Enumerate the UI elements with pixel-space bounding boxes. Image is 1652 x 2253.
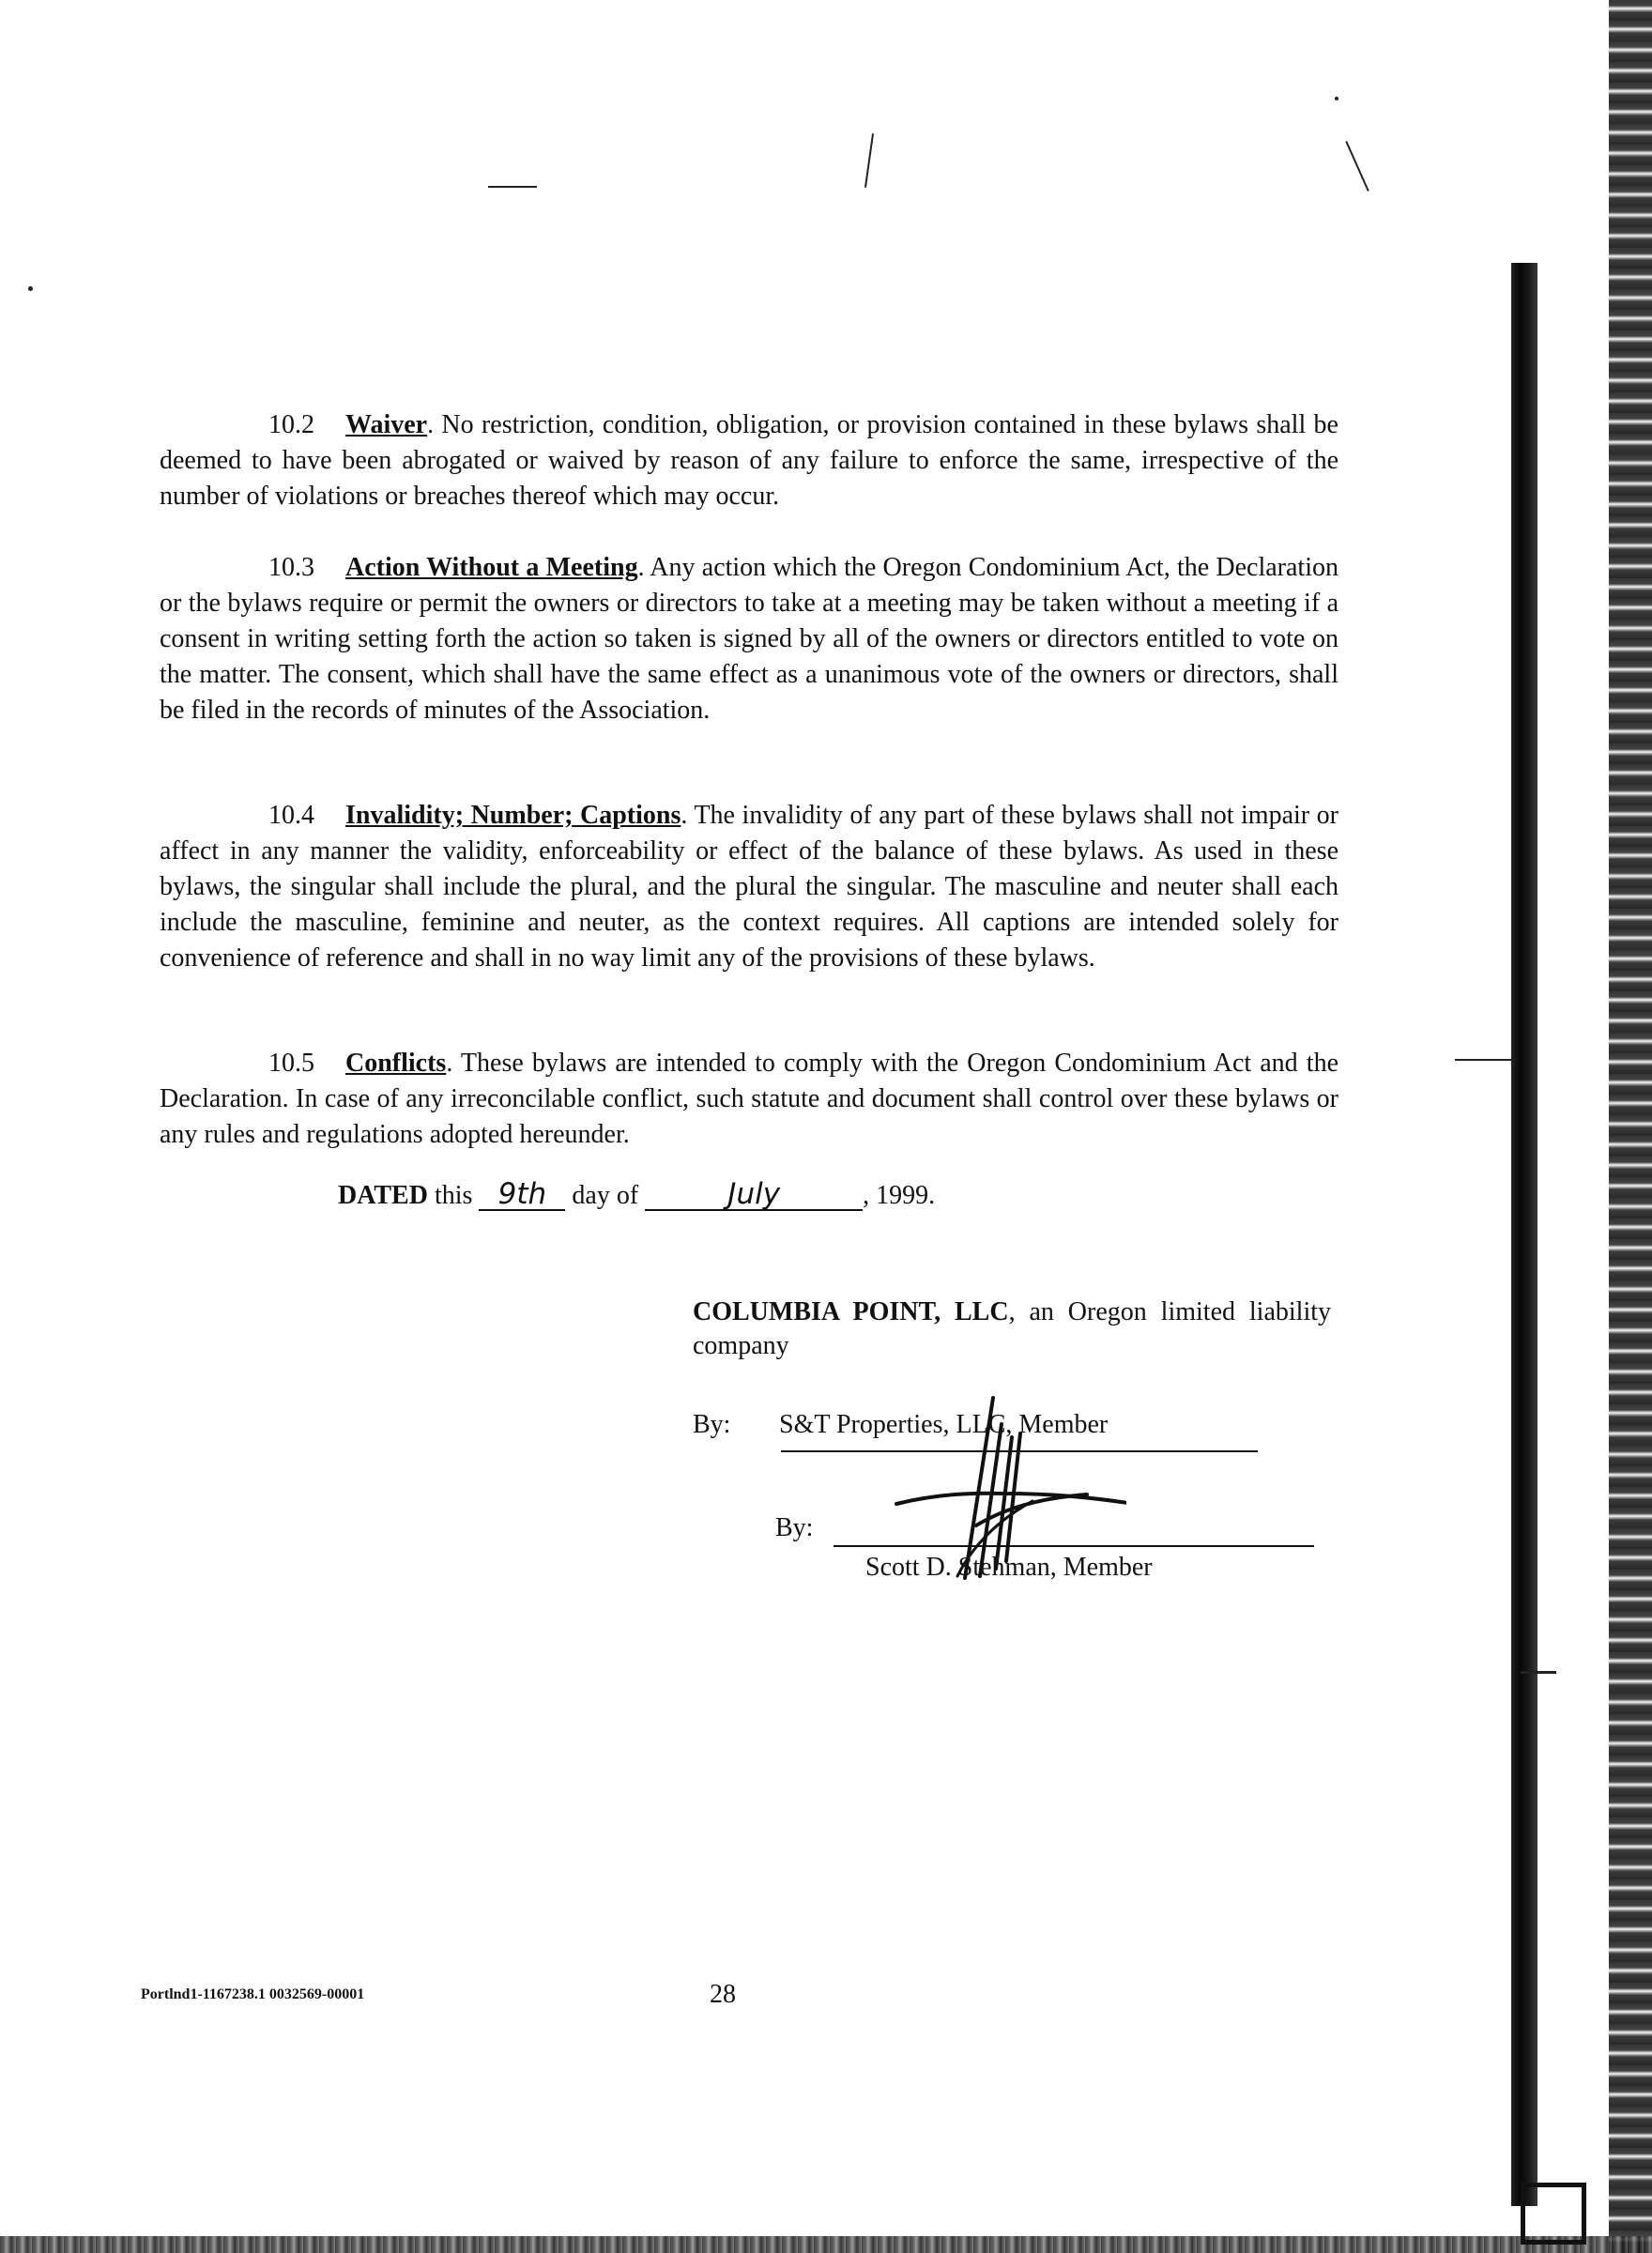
company-name: COLUMBIA POINT, LLC xyxy=(693,1297,1009,1326)
scan-edge-bottom xyxy=(0,2236,1652,2253)
second-by-label: By: xyxy=(775,1513,814,1542)
by-label: By: xyxy=(693,1410,731,1439)
handwritten-month: July xyxy=(645,1179,863,1211)
scan-speck xyxy=(488,186,537,188)
dated-day-of: day of xyxy=(572,1181,639,1210)
scan-edge-right xyxy=(1609,0,1652,2253)
section-number: 10.3 xyxy=(268,553,314,582)
section-10-5 xyxy=(160,1046,1338,1153)
section-number: 10.2 xyxy=(268,410,314,439)
section-text: . These bylaws are intended to comply with the Oregon Condominium Act and the Declaration. In case of any irreconcilable conflict, such statute and document shall control over these bylaws or any rules and regulations adopted hereunder. xyxy=(160,1049,1338,1149)
company-description: , an Oregon limited liability company xyxy=(693,1297,1332,1360)
dated-this: this xyxy=(434,1181,473,1210)
handwritten-day: 9th xyxy=(479,1179,565,1211)
member-name: S&T Properties, LLC, Member xyxy=(779,1410,1109,1439)
scan-speck xyxy=(1455,1059,1513,1061)
section-10-2 xyxy=(160,407,1338,514)
dated-label: DATED xyxy=(338,1181,428,1210)
section-text: . Any action which the Oregon Condominium Act, the Declaration or the bylaws require or permit the owners or directors to take at a meeting may be taken without a meeting if a consent in writing setting forth the action so taken is signed by all of the owners or directors entitled to vote on the matter. The consent, which shall have the same effect as a unanimous vote of the owners or directors, shall be filed in the records of minutes of the Association. xyxy=(160,553,1338,725)
section-heading: Conflicts xyxy=(345,1049,447,1078)
page-number: 28 xyxy=(710,1980,736,2009)
dated-year: , 1999. xyxy=(863,1181,936,1210)
company-block xyxy=(693,1295,1331,1363)
signer-name: Scott D. Stehman, Member xyxy=(865,1553,1153,1582)
section-10-3 xyxy=(160,550,1338,728)
scan-speck xyxy=(864,133,874,188)
dated-line xyxy=(338,1178,935,1214)
document-id: Portlnd1-1167238.1 0032569-00001 xyxy=(141,1986,365,2002)
section-heading: Waiver xyxy=(345,410,428,439)
section-heading: Action Without a Meeting xyxy=(345,553,638,582)
section-text: . No restriction, condition, obligation, or provision contained in these bylaws shall be deemed to have been abrogated or waived by reason of any failure to enforce the same, irrespective of the number of violations or breaches thereof which may occur. xyxy=(160,410,1338,511)
section-10-4 xyxy=(160,798,1338,976)
section-text: . The invalidity of any part of these bylaws shall not impair or affect in any manner the validity, enforceability or effect of the balance of these bylaws. As used in these bylaws, the singular shall include the plural, and the plural the singular. The masculine and neuter shall each include the masculine, feminine and neuter, as the context requires. All captions are intended solely for convenience of reference and shall in no way limit any of the provisions of these bylaws. xyxy=(160,801,1339,973)
scan-speck xyxy=(1335,97,1338,100)
section-number: 10.4 xyxy=(268,801,314,830)
scan-speck xyxy=(28,286,33,291)
scan-speck xyxy=(1521,1671,1556,1674)
section-heading: Invalidity; Number; Captions xyxy=(345,801,681,830)
handwritten-signature xyxy=(882,1385,1126,1582)
scan-black-bar xyxy=(1511,263,1537,2206)
scan-speck xyxy=(1521,2183,1586,2245)
scan-speck xyxy=(1345,141,1369,192)
section-number: 10.5 xyxy=(268,1049,314,1078)
